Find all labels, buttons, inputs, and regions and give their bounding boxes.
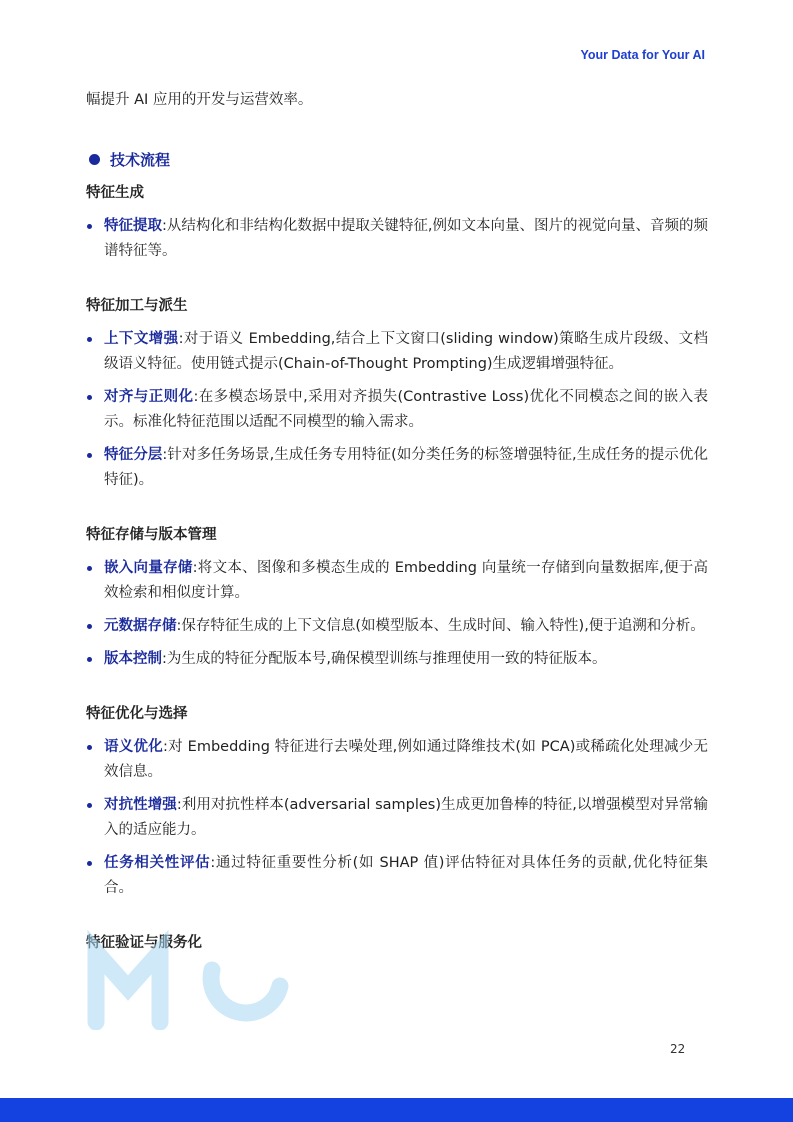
item-term: 任务相关性评估	[104, 855, 211, 871]
footer-bar	[0, 1098, 793, 1122]
item-text: :利用对抗性样本(adversarial samples)生成更加鲁棒的特征,以增强模型对异常输入的适应能力。	[104, 797, 709, 838]
bullet-icon	[87, 453, 92, 458]
bullet-icon	[87, 224, 92, 229]
item-term: 特征分层	[104, 447, 163, 463]
subsection-title: 特征存储与版本管理	[86, 527, 217, 543]
item-term: 特征提取	[104, 218, 162, 234]
bullet-list	[86, 214, 708, 264]
header-brand: Your Data for Your AI	[580, 48, 705, 62]
bullet-icon	[87, 657, 92, 662]
subsection-title: 特征验证与服务化	[86, 935, 202, 951]
item-text: :对于语义 Embedding,结合上下文窗口(sliding window)策略生成片段级、文档级语义特征。使用链式提示(Chain-of-Thought Prompting)生成逻辑增强特征。	[104, 331, 708, 372]
list-item	[86, 556, 708, 606]
page-number: 22	[670, 1042, 686, 1056]
item-term: 嵌入向量存储	[104, 560, 193, 576]
subsection-title: 特征生成	[86, 185, 144, 201]
bullet-list	[86, 556, 708, 672]
list-item	[86, 851, 708, 901]
bullet-icon	[87, 624, 92, 629]
bullet-icon	[87, 395, 92, 400]
list-item	[86, 327, 708, 377]
section-heading	[86, 147, 708, 171]
bullet-icon	[87, 803, 92, 808]
item-term: 版本控制	[104, 651, 162, 667]
item-text: :通过特征重要性分析(如 SHAP 值)评估特征对具体任务的贡献,优化特征集合。	[104, 855, 709, 896]
section-bullet-icon	[89, 154, 100, 165]
bullet-icon	[87, 745, 92, 750]
section-title: 技术流程	[110, 150, 171, 169]
bullet-icon	[87, 566, 92, 571]
subsection-title: 特征优化与选择	[86, 706, 188, 722]
item-text: :针对多任务场景,生成任务专用特征(如分类任务的标签增强特征,生成任务的提示优化特征)。	[104, 447, 709, 488]
item-term: 对齐与正则化	[104, 389, 194, 405]
list-item	[86, 735, 708, 785]
list-item	[86, 214, 708, 264]
list-item	[86, 385, 708, 435]
item-text: :对 Embedding 特征进行去噪处理,例如通过降维技术(如 PCA)或稀疏化处理减少无效信息。	[104, 739, 709, 780]
bullet-icon	[87, 861, 92, 866]
list-item	[86, 647, 708, 672]
bullet-list	[86, 327, 708, 493]
list-item	[86, 793, 708, 843]
subsection-title: 特征加工与派生	[86, 298, 188, 314]
item-text: :从结构化和非结构化数据中提取关键特征,例如文本向量、图片的视觉向量、音频的频谱特征等。	[104, 218, 708, 259]
item-text: :在多模态场景中,采用对齐损失(Contrastive Loss)优化不同模态之间的嵌入表示。标准化特征范围以适配不同模型的输入需求。	[104, 389, 708, 430]
list-item	[86, 614, 708, 639]
bullet-list	[86, 735, 708, 901]
intro-paragraph: 幅提升 AI 应用的开发与运营效率。	[86, 92, 313, 108]
item-term: 对抗性增强	[104, 797, 177, 813]
item-term: 上下文增强	[104, 331, 179, 347]
item-term: 语义优化	[104, 739, 163, 755]
list-item	[86, 443, 708, 493]
item-text: :为生成的特征分配版本号,确保模型训练与推理使用一致的特征版本。	[162, 651, 607, 667]
item-text: :将文本、图像和多模态生成的 Embedding 向量统一存储到向量数据库,便于高效检索和相似度计算。	[104, 560, 709, 601]
item-term: 元数据存储	[104, 618, 177, 634]
document-body	[86, 88, 708, 964]
bullet-icon	[87, 337, 92, 342]
item-text: :保存特征生成的上下文信息(如模型版本、生成时间、输入特性),便于追溯和分析。	[176, 618, 705, 634]
